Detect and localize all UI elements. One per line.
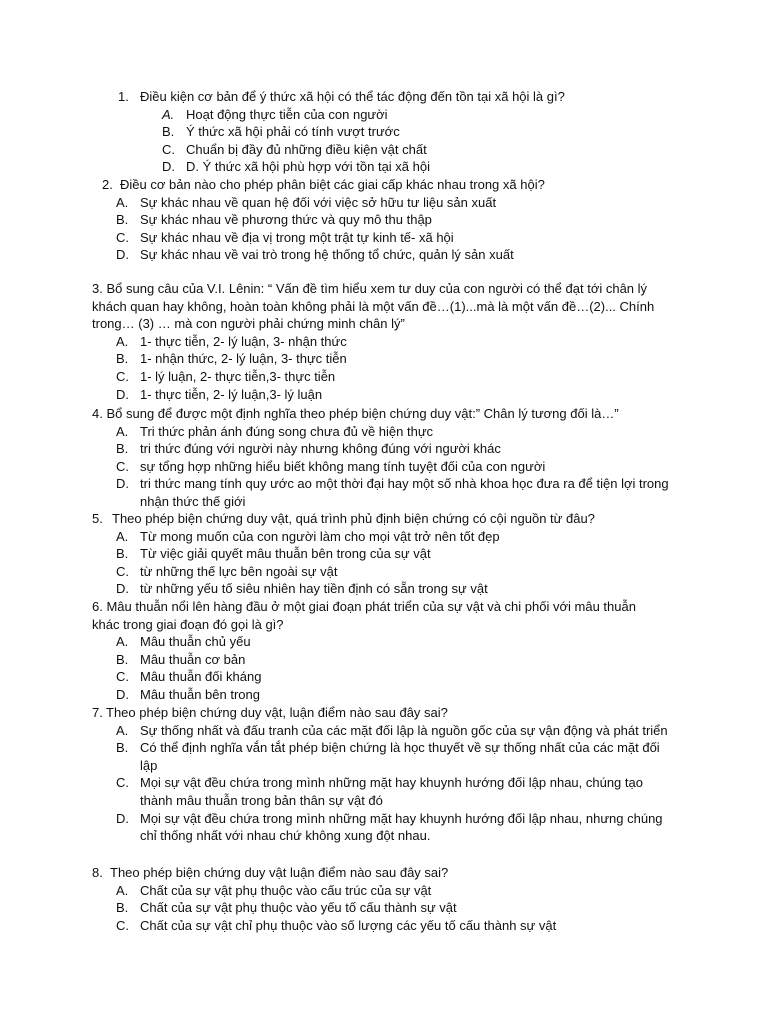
option-b bbox=[0, 211, 768, 229]
option-text: Mọi sự vật đều chứa trong mình những mặt hay khuynh hướng đối lập nhau, nhưng chúng chỉ thống nhất với nhau chứ không xung đột nhau. bbox=[140, 810, 663, 844]
option-letter: A. bbox=[116, 882, 129, 898]
question-number: 8. bbox=[92, 865, 103, 880]
option-d bbox=[0, 246, 768, 264]
option-c bbox=[0, 368, 768, 386]
option-letter: D. bbox=[116, 247, 129, 263]
option-text: Mâu thuẫn cơ bản bbox=[140, 651, 246, 667]
question-stem bbox=[0, 598, 662, 633]
option-letter: C. bbox=[116, 917, 129, 933]
question-text: Theo phép biện chứng duy vật, quá trình phủ định biện chứng có cội nguồn từ đâu? bbox=[112, 511, 595, 526]
option-b bbox=[0, 899, 768, 917]
option-b bbox=[0, 123, 768, 141]
option-text: Mọi sự vật đều chứa trong mình những mặt hay khuynh hướng đối lập nhau, chúng tạo thành mâu thuẫn trong bản thân sự vật đó bbox=[140, 775, 643, 808]
question-8 bbox=[0, 864, 768, 934]
option-text: Sự khác nhau về vai trò trong hệ thống tổ chức, quản lý sản xuất bbox=[140, 247, 514, 263]
option-letter: B. bbox=[116, 212, 129, 228]
option-text: Chất của sự vật phụ thuộc vào cấu trúc của sự vật bbox=[140, 882, 432, 898]
option-letter: B. bbox=[116, 651, 129, 667]
question-text: Mâu thuẫn nổi lên hàng đầu ở một giai đoạn phát triển của sự vật và chi phối với mâu thuẫn khác trong giai đoạn đó gọi là gì? bbox=[92, 599, 636, 632]
option-text: Mâu thuẫn đối kháng bbox=[140, 669, 262, 685]
option-text: Sự khác nhau về quan hệ đối với việc sở hữu tư liệu sản xuất bbox=[140, 194, 497, 210]
question-number: 1. bbox=[118, 89, 129, 104]
option-text: tri thức đúng với người này nhưng không đúng với người khác bbox=[140, 441, 501, 457]
option-text: Có thể định nghĩa vắn tắt phép biện chứng là học thuyết về sự thống nhất của các mặt đối lập bbox=[140, 740, 660, 773]
question-7 bbox=[0, 704, 768, 845]
option-a bbox=[0, 528, 768, 546]
option-text: Chất của sự vật phụ thuộc vào yếu tố cấu thành sự vật bbox=[140, 900, 457, 916]
option-d bbox=[0, 810, 768, 845]
option-text: Sự thống nhất và đấu tranh của các mặt đối lập là nguồn gốc của sự vận động và phát triển bbox=[140, 722, 668, 738]
option-text: Từ việc giải quyết mâu thuẫn bên trong của sự vật bbox=[140, 546, 431, 562]
option-letter: B. bbox=[116, 351, 129, 367]
option-a bbox=[0, 633, 768, 651]
option-letter: B. bbox=[116, 546, 129, 562]
option-text: Sự khác nhau về phương thức và quy mô thu thập bbox=[140, 212, 432, 228]
option-b bbox=[0, 739, 768, 774]
option-d bbox=[0, 158, 768, 176]
option-letter: A. bbox=[116, 722, 129, 738]
option-text: Từ mong muốn của con người làm cho mọi vật trở nên tốt đẹp bbox=[140, 528, 500, 544]
option-c bbox=[0, 668, 768, 686]
option-text: sự tổng hợp những hiểu biết không mang tính tuyệt đối của con người bbox=[140, 458, 546, 474]
option-letter: B. bbox=[116, 900, 129, 916]
option-letter: C. bbox=[116, 458, 129, 474]
option-letter: C. bbox=[162, 141, 175, 157]
question-stem bbox=[0, 704, 768, 722]
question-stem bbox=[0, 88, 768, 106]
option-letter: C. bbox=[116, 563, 129, 579]
option-letter: C. bbox=[116, 229, 129, 245]
question-text: Điều kiện cơ bản để ý thức xã hội có thể tác động đến tồn tại xã hội là gì? bbox=[140, 89, 565, 104]
question-stem bbox=[0, 280, 662, 333]
option-letter: C. bbox=[116, 368, 129, 384]
option-a bbox=[0, 106, 768, 124]
option-letter: A. bbox=[116, 634, 129, 650]
option-text: 1- lý luận, 2- thực tiễn,3- thực tiễn bbox=[140, 368, 336, 384]
option-text: Mâu thuẫn chủ yếu bbox=[140, 634, 251, 650]
option-text: Hoạt động thực tiễn của con người bbox=[186, 106, 388, 122]
option-text: từ những yếu tố siêu nhiên hay tiền định có sẵn trong sự vật bbox=[140, 581, 488, 597]
option-b bbox=[0, 651, 768, 669]
question-3 bbox=[0, 280, 768, 403]
question-number: 7. bbox=[92, 705, 103, 720]
option-text: D. Ý thức xã hội phù hợp với tồn tại xã hội bbox=[186, 159, 430, 175]
option-b bbox=[0, 350, 768, 368]
option-c bbox=[0, 917, 768, 935]
question-text: Bổ sung câu của V.I. Lênin: “ Vấn đề tìm hiểu xem tư duy của con người có thể đạt tới chân lý khách quan hay không, hoàn toàn không phải là một vấn đề…(1)...mà là một vấn đề…(2)... Chính trong… (3) … mà con người phải chứng minh chân lý” bbox=[92, 281, 655, 332]
option-c bbox=[0, 229, 768, 247]
question-stem bbox=[0, 510, 768, 528]
option-text: Tri thức phản ánh đúng song chưa đủ về hiện thực bbox=[140, 423, 434, 439]
option-letter: D. bbox=[116, 686, 129, 702]
option-letter: A. bbox=[116, 333, 129, 349]
question-number: 5. bbox=[92, 511, 103, 526]
option-a bbox=[0, 423, 768, 441]
option-a bbox=[0, 722, 768, 740]
question-text: Bổ sung để được một định nghĩa theo phép biện chứng duy vật:” Chân lý tương đối là…” bbox=[106, 406, 619, 421]
option-letter: A. bbox=[116, 528, 129, 544]
option-letter: C. bbox=[116, 775, 129, 791]
option-a bbox=[0, 333, 768, 351]
option-text: 1- thực tiễn, 2- lý luận, 3- nhận thức bbox=[140, 333, 347, 349]
question-1 bbox=[0, 88, 768, 176]
question-number: 6. bbox=[92, 599, 103, 614]
option-b bbox=[0, 545, 768, 563]
option-a bbox=[0, 882, 768, 900]
option-letter: B. bbox=[116, 441, 129, 457]
option-letter: D. bbox=[116, 581, 129, 597]
option-text: 1- nhận thức, 2- lý luận, 3- thực tiễn bbox=[140, 351, 347, 367]
option-c bbox=[0, 458, 768, 476]
question-5 bbox=[0, 510, 768, 598]
option-letter: D. bbox=[162, 159, 175, 175]
option-c bbox=[0, 141, 768, 159]
option-d bbox=[0, 386, 768, 404]
option-letter: A. bbox=[162, 106, 175, 122]
option-text: Chất của sự vật chỉ phụ thuộc vào số lượng các yếu tố cấu thành sự vật bbox=[140, 917, 557, 933]
option-text: Chuẩn bị đầy đủ những điều kiện vật chất bbox=[186, 141, 427, 157]
option-text: tri thức mang tính quy ước ao một thời đại hay một số nhà khoa học đưa ra để tiện lợi trong nhận thức thế giới bbox=[140, 476, 669, 509]
question-4 bbox=[0, 405, 768, 511]
option-a bbox=[0, 194, 768, 212]
option-d bbox=[0, 475, 768, 510]
option-letter: B. bbox=[162, 124, 175, 140]
option-text: Sự khác nhau về địa vị trong một trật tự kinh tế- xã hội bbox=[140, 229, 454, 245]
question-stem bbox=[0, 405, 662, 423]
question-6 bbox=[0, 598, 768, 704]
option-text: Ý thức xã hội phải có tính vượt trước bbox=[186, 124, 400, 140]
option-letter: D. bbox=[116, 810, 129, 826]
question-text: Theo phép biện chứng duy vật, luận điểm nào sau đây sai? bbox=[106, 705, 448, 720]
option-letter: C. bbox=[116, 669, 129, 685]
option-text: 1- thực tiễn, 2- lý luận,3- lý luận bbox=[140, 386, 323, 402]
option-letter: D. bbox=[116, 476, 129, 492]
option-letter: D. bbox=[116, 386, 129, 402]
question-number: 3. bbox=[92, 281, 103, 296]
option-letter: A. bbox=[116, 194, 129, 210]
question-text: Theo phép biện chứng duy vật luận điểm nào sau đây sai? bbox=[110, 865, 449, 880]
option-d bbox=[0, 686, 768, 704]
option-c bbox=[0, 774, 768, 809]
option-letter: A. bbox=[116, 423, 129, 439]
option-d bbox=[0, 580, 768, 598]
question-stem bbox=[0, 864, 768, 882]
question-2 bbox=[0, 176, 768, 264]
question-number: 4. bbox=[92, 406, 103, 421]
option-text: từ những thế lực bên ngoài sự vật bbox=[140, 563, 338, 579]
option-c bbox=[0, 563, 768, 581]
question-stem bbox=[0, 176, 768, 194]
option-text: Mâu thuẫn bên trong bbox=[140, 686, 260, 702]
question-number: 2. bbox=[102, 177, 113, 192]
option-letter: B. bbox=[116, 740, 129, 756]
question-text: Điều cơ bản nào cho phép phân biệt các giai cấp khác nhau trong xã hội? bbox=[120, 177, 545, 192]
option-b bbox=[0, 440, 768, 458]
